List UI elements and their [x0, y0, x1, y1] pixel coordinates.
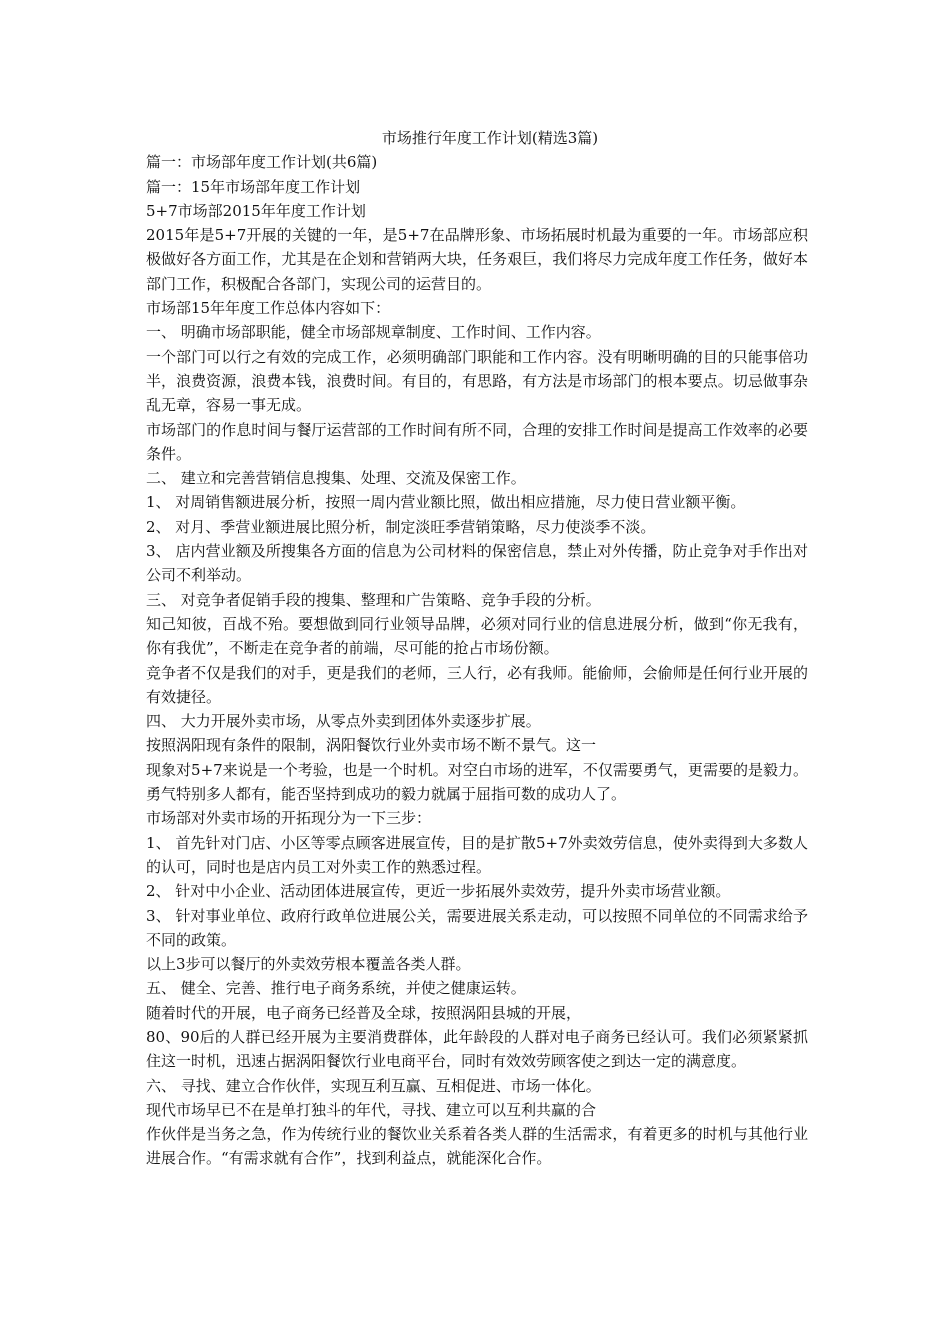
- paragraph: 市场部门的作息时间与餐厅运营部的工作时间有所不同，合理的安排工作时间是提高工作效率的必要条件。: [146, 420, 808, 463]
- paragraph: 2、 对月、季营业额进展比照分析，制定淡旺季营销策略，尽力使淡季不淡。: [146, 517, 656, 536]
- paragraph: 以上3步可以餐厅的外卖效劳根本覆盖各类人群。: [146, 955, 471, 974]
- paragraph: 现代市场早已不在是单打独斗的年代，寻找、建立可以互利共赢的合: [146, 1100, 597, 1119]
- paragraph: 二、 建立和完善营销信息搜集、处理、交流及保密工作。: [146, 469, 526, 488]
- paragraph: 随着时代的开展，电子商务已经普及全球，按照涡阳县城的开展，: [146, 1003, 582, 1022]
- paragraph: 5+7市场部2015年年度工作计划: [146, 201, 366, 220]
- paragraph: 市场部15年年度工作总体内容如下：: [146, 299, 391, 318]
- paragraph: 竞争者不仅是我们的对手，更是我们的老师，三人行，必有我师。能偷师，会偷师是任何行业开展的有效捷径。: [146, 663, 808, 706]
- document-body: [142, 150, 808, 1170]
- paragraph: 篇一：15年市场部年度工作计划: [146, 177, 361, 196]
- paragraph: 3、 针对事业单位、政府行政单位进展公关，需要进展关系走动，可以按照不同单位的不同需求给予不同的政策。: [146, 906, 808, 949]
- paragraph: 五、 健全、完善、推行电子商务系统，并使之健康运转。: [146, 979, 526, 998]
- paragraph: 80、90后的人群已经开展为主要消费群体，此年龄段的人群对电子商务已经认可。我们必须紧紧抓住这一时机，迅速占据涡阳餐饮行业电商平台，同时有效效劳顾客使之到达一定的满意度。: [146, 1027, 808, 1071]
- paragraph: 作伙伴是当务之急，作为传统行业的餐饮业关系着各类人群的生活需求，有着更多的时机与其他行业进展合作。“有需求就有合作”，找到利益点，就能深化合作。: [146, 1125, 808, 1168]
- paragraph: 市场部对外卖市场的开拓现分为一下三步：: [146, 809, 432, 828]
- paragraph: 按照涡阳现有条件的限制，涡阳餐饮行业外卖市场不断不景气。这一: [146, 736, 597, 755]
- paragraph: 知己知彼，百战不殆。要想做到同行业领导品牌，必须对同行业的信息进展分析，做到“你无我有，你有我优”，不断走在竞争者的前端，尽可能的抢占市场份额。: [146, 614, 808, 658]
- document-page: [142, 126, 808, 1171]
- paragraph: 一个部门可以行之有效的完成工作，必须明确部门职能和工作内容。没有明晰明确的目的只能事倍功半，浪费资源，浪费本钱，浪费时间。有目的，有思路，有方法是市场部门的根本要点。切忌做事杂乱无章，容易一事无成。: [146, 347, 808, 415]
- paragraph: 六、 寻找、建立合作伙伴，实现互利互赢、互相促进、市场一体化。: [146, 1076, 601, 1095]
- paragraph: 1、 首先针对门店、小区等零点顾客进展宣传，目的是扩散5+7外卖效劳信息，使外卖得到大多数人的认可，同时也是店内员工对外卖工作的熟悉过程。: [146, 833, 808, 876]
- paragraph: 2015年是5+7开展的关键的一年，是5+7在品牌形象、市场拓展时机最为重要的一年。市场部应积极做好各方面工作，尤其是在企划和营销两大块，任务艰巨，我们将尽力完成年度工作任务，做好本部门工作，积极配合各部门，实现公司的运营目的。: [146, 226, 808, 293]
- paragraph: 篇一：市场部年度工作计划(共6篇): [146, 153, 378, 172]
- paragraph: 2、 针对中小企业、活动团体进展宣传，更近一步拓展外卖效劳，提升外卖市场营业额。: [146, 882, 731, 901]
- paragraph: 三、 对竞争者促销手段的搜集、整理和广告策略、竞争手段的分析。: [146, 590, 601, 609]
- paragraph: 现象对5+7来说是一个考验，也是一个时机。对空白市场的进军，不仅需要勇气，更需要的是毅力。勇气特别多人都有，能否坚持到成功的毅力就属于屈指可数的成功人了。: [146, 760, 808, 804]
- paragraph: 一、 明确市场部职能，健全市场部规章制度、工作时间、工作内容。: [146, 323, 601, 342]
- paragraph: 1、 对周销售额进展分析，按照一周内营业额比照，做出相应措施，尽力使日营业额平衡。: [146, 493, 746, 512]
- document-title: 市场推行年度工作计划(精选3篇): [381, 129, 599, 147]
- paragraph: 四、 大力开展外卖市场，从零点外卖到团体外卖逐步扩展。: [146, 712, 541, 731]
- paragraph: 3、 店内营业额及所搜集各方面的信息为公司材料的保密信息，禁止对外传播，防止竞争对手作出对公司不利举动。: [146, 542, 808, 585]
